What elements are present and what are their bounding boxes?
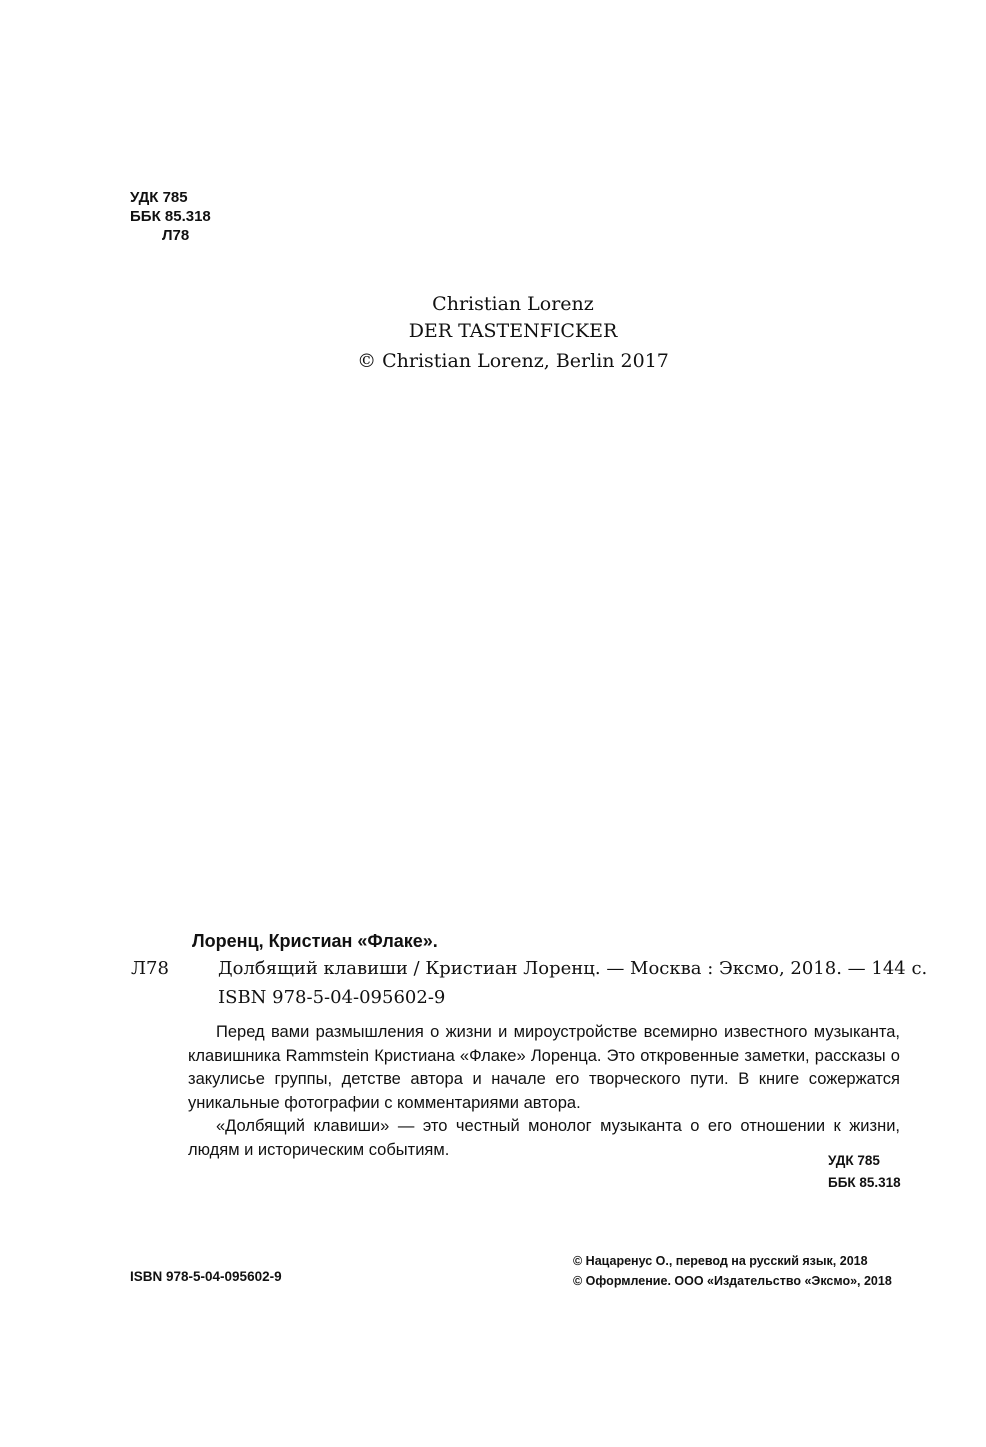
- catalog-heading: Лоренц, Кристиан «Флаке».: [192, 931, 438, 951]
- classification-top: [130, 188, 211, 245]
- footer-copyrights: [573, 1251, 892, 1291]
- annotation-paragraph: Перед вами размышления о жизни и мироустройстве всемирно известного музыканта, клавишника Rammstein Кристиана «Флаке» Лоренца. Это откровенные заметки, рассказы о закулисье группы, детстве автора и начале его творческого пути. В книге сожержатся уникальные фотографии с комментариями автора.: [188, 1023, 900, 1112]
- copyright-translation: © Нацаренус О., перевод на русский язык, 2018: [573, 1254, 868, 1268]
- original-author: Christian Lorenz: [432, 293, 594, 315]
- author-mark: Л78: [162, 227, 190, 244]
- udk-code: УДК 785: [130, 189, 188, 206]
- annotation: [188, 1021, 900, 1162]
- udk-code: УДК 785: [828, 1153, 880, 1168]
- footer-isbn: ISBN 978-5-04-095602-9: [130, 1269, 282, 1284]
- catalog-isbn: ISBN 978-5-04-095602-9: [218, 987, 446, 1008]
- catalog-description: Долбящий клавиши / Кристиан Лоренц. — Москва : Эксмо, 2018. — 144 с.: [218, 958, 928, 979]
- copyright-design: © Оформление. ООО «Издательство «Эксмо», 2018: [573, 1274, 892, 1288]
- bbk-code: ББК 85.318: [828, 1175, 901, 1190]
- original-title: DER TASTENFICKER: [408, 320, 618, 342]
- bbk-code: ББК 85.318: [130, 208, 211, 225]
- annotation-paragraph: «Долбящий клавиши» — это честный монолог музыканта о его отношении к жизни, людям и историческим событиям.: [188, 1117, 900, 1159]
- classification-bottom: [828, 1150, 901, 1194]
- catalog-author-mark: Л78: [131, 958, 169, 979]
- original-copyright: © Christian Lorenz, Berlin 2017: [357, 350, 669, 372]
